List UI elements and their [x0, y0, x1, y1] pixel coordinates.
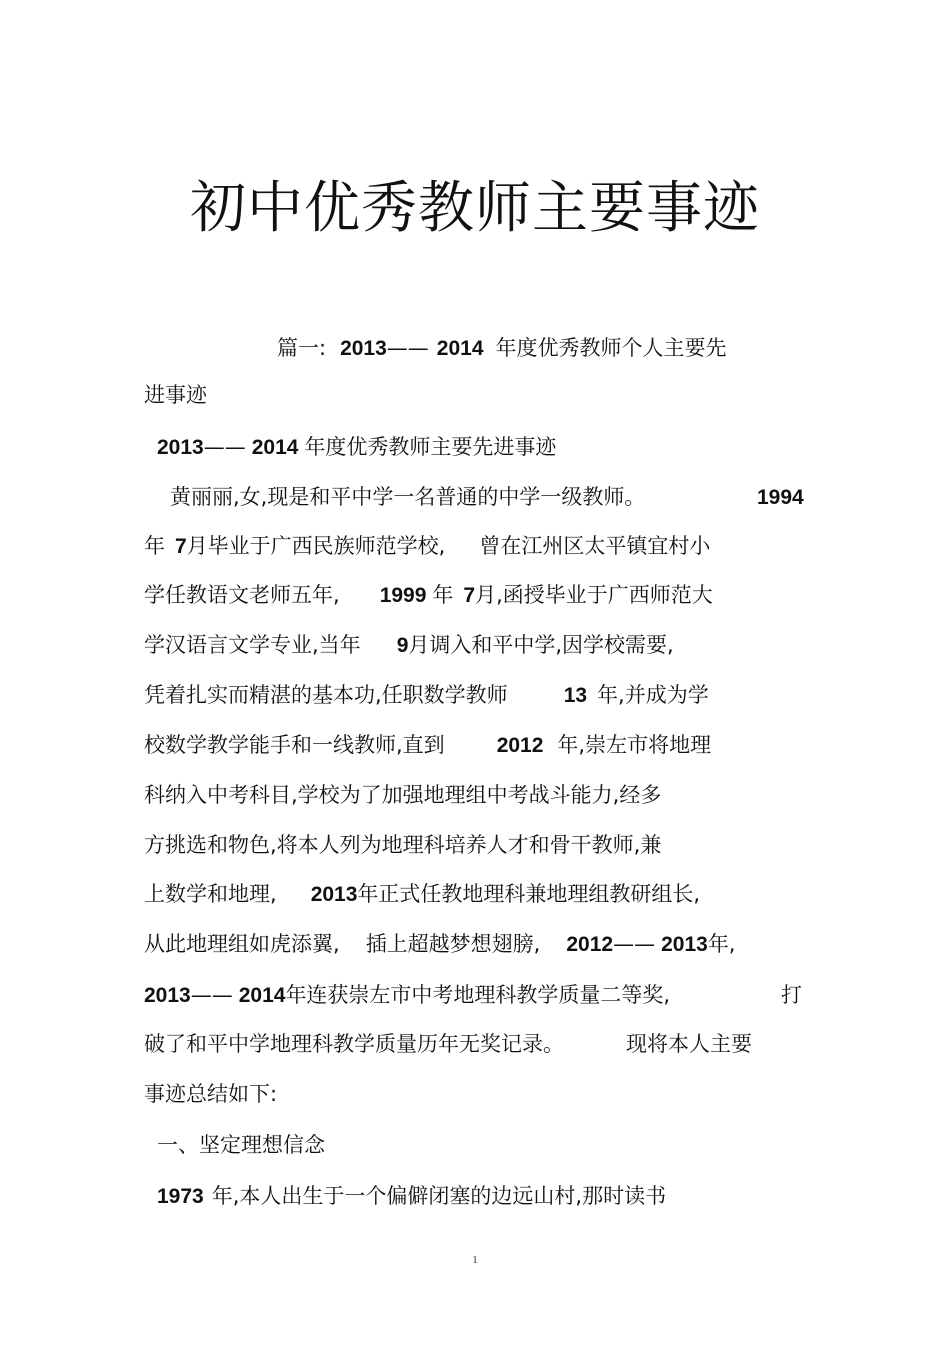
document-title: 初中优秀教师主要事迹	[190, 176, 760, 241]
section-heading-continuation: 进事迹	[144, 383, 207, 407]
body-text: 年连获崇左市中考地理科教学质量二等奖,	[285, 983, 671, 1007]
body-text: 现将本人主要	[626, 1032, 752, 1056]
body-line-1	[170, 482, 645, 512]
section-heading-year-start: 2013	[340, 337, 387, 360]
body-number: 2014	[238, 984, 286, 1007]
body-number: 2012	[566, 933, 614, 956]
body-number: 7	[175, 535, 187, 558]
body-number: 2013	[661, 933, 708, 956]
body-line-8	[144, 830, 661, 860]
body-number: 2013	[144, 984, 191, 1007]
body-text: 年,本人出生于一个偏僻闭塞的边远山村,那时读书	[211, 1184, 667, 1208]
body-text: 方挑选和物色,将本人列为地理科培养人才和骨干教师,兼	[144, 833, 662, 857]
body-text: 从此地理组如虎添翼,	[144, 932, 340, 956]
body-line-10	[144, 929, 736, 960]
subheading-dash: ——	[203, 435, 246, 459]
body-section-heading: 一、坚定理想信念	[157, 1133, 325, 1157]
body-text: 校数学教学能手和一线教师,直到	[144, 733, 445, 757]
body-text: 插上超越梦想翅膀,	[365, 932, 541, 956]
body-text: 年,崇左市将地理	[557, 733, 712, 757]
section-heading-dash: ——	[386, 336, 429, 360]
body-text: 凭着扎实而精湛的基本功,任职数学教师	[144, 683, 508, 707]
body-text: 年,	[707, 932, 736, 956]
body-line-6	[144, 730, 711, 761]
section-heading-year-end: 2014	[436, 337, 484, 360]
body-line-2	[144, 531, 710, 562]
body-text: 曾在江州区太平镇宜村小	[479, 534, 711, 558]
body-text: 月,函授毕业于广西师范大	[475, 583, 713, 607]
body-line-3	[144, 580, 713, 611]
section-heading-prefix: 篇一:	[277, 336, 327, 360]
body-line-12	[144, 1029, 752, 1059]
subheading-year-end: 2014	[251, 436, 299, 459]
subheading-year-start: 2013	[157, 436, 204, 459]
body-line-11	[144, 980, 670, 1011]
body-line-13	[144, 1079, 277, 1109]
subheading-text: 年度优秀教师主要先进事迹	[304, 435, 557, 459]
body-line-11-end	[781, 980, 802, 1010]
body-dash: ——	[613, 932, 656, 956]
body-text: 年	[432, 583, 454, 607]
body-line-4	[144, 630, 674, 661]
body-line-9	[144, 879, 700, 910]
body-number: 2013	[310, 883, 358, 906]
body-text: 打	[781, 983, 802, 1007]
body-line-14-section	[157, 1130, 325, 1160]
page-number: 1	[472, 1254, 478, 1266]
subheading	[157, 432, 556, 463]
body-text: 学任教语文老师五年,	[144, 583, 340, 607]
body-text: 年	[144, 534, 165, 558]
body-number: 13	[563, 684, 588, 707]
body-number: 7	[463, 584, 476, 607]
body-text: 学汉语言文学专业,当年	[144, 633, 361, 657]
body-line-15	[157, 1181, 666, 1212]
section-heading-text: 年度优秀教师个人主要先	[495, 336, 727, 360]
body-text: 年正式任教地理科兼地理组教研组长,	[357, 882, 701, 906]
body-number: 1994	[757, 486, 804, 509]
body-text: 黄丽丽,女,现是和平中学一名普通的中学一级教师。	[170, 485, 646, 509]
body-number: 2012	[496, 734, 544, 757]
body-text: 月毕业于广西民族师范学校,	[186, 534, 446, 558]
body-number: 9	[396, 634, 409, 657]
body-number: 1999	[379, 584, 427, 607]
body-line-7	[144, 780, 661, 810]
body-text: 破了和平中学地理科教学质量历年无奖记录。	[144, 1032, 564, 1056]
body-number: 1973	[157, 1185, 204, 1208]
body-line-5	[144, 680, 709, 711]
body-line-1-year	[757, 482, 804, 513]
body-text: 上数学和地理,	[144, 882, 277, 906]
body-dash: ——	[190, 983, 233, 1007]
body-text: 月调入和平中学,因学校需要,	[408, 633, 674, 657]
body-text: 事迹总结如下:	[144, 1082, 278, 1106]
body-text: 年,并成为学	[597, 683, 709, 707]
section-heading	[277, 333, 727, 364]
body-text: 科纳入中考科目,学校为了加强地理组中考战斗能力,经多	[144, 783, 662, 807]
